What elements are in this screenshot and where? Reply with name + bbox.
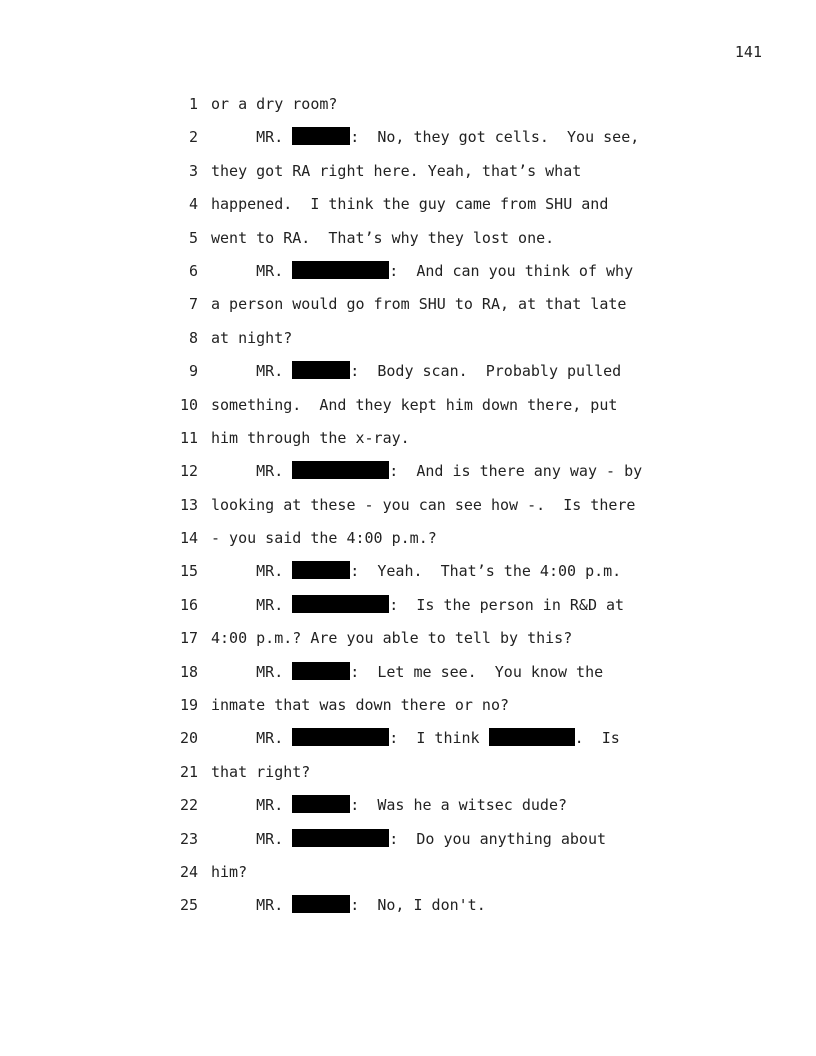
line-number: 5 xyxy=(188,228,198,247)
line-number: 21 xyxy=(179,762,198,781)
text-segment: : Do you anything about xyxy=(389,829,607,848)
transcript-line xyxy=(168,695,688,728)
line-number: 3 xyxy=(188,161,198,180)
line-text xyxy=(211,862,247,882)
line-text xyxy=(211,895,486,915)
text-segment: at night? xyxy=(211,328,293,347)
line-text xyxy=(211,829,606,849)
text-segment: : And is there any way - by xyxy=(389,462,643,481)
line-text xyxy=(211,595,624,615)
transcript-line xyxy=(168,728,688,761)
transcript-line xyxy=(168,428,688,461)
text-segment: : And can you think of why xyxy=(389,261,634,280)
text-segment: MR. xyxy=(211,896,293,915)
line-number: 23 xyxy=(179,829,198,848)
line-number: 12 xyxy=(179,462,198,481)
text-segment: 4:00 p.m.? Are you able to tell by this? xyxy=(211,629,573,648)
line-text xyxy=(211,294,626,314)
text-segment: MR. xyxy=(211,261,293,280)
text-segment: MR. xyxy=(211,595,293,614)
redaction-box xyxy=(292,728,389,746)
line-number: 20 xyxy=(179,729,198,748)
transcript-line xyxy=(168,228,688,261)
transcript-line xyxy=(168,795,688,828)
redaction-box xyxy=(292,261,389,279)
transcript-line xyxy=(168,495,688,528)
redaction-box xyxy=(292,795,350,813)
transcript-line xyxy=(168,261,688,294)
text-segment: . Is xyxy=(574,729,620,748)
redaction-box xyxy=(292,561,350,579)
line-number: 25 xyxy=(179,896,198,915)
line-text xyxy=(211,395,617,415)
line-number: 11 xyxy=(179,428,198,447)
line-text xyxy=(211,328,292,348)
line-text xyxy=(211,228,554,248)
transcript-line xyxy=(168,561,688,594)
line-number: 1 xyxy=(188,95,198,113)
text-segment: MR. xyxy=(211,362,293,381)
text-segment: : Let me see. You know the xyxy=(350,662,604,681)
line-text xyxy=(211,361,621,381)
transcript-line xyxy=(168,862,688,895)
transcript-line xyxy=(168,294,688,327)
text-segment: him? xyxy=(211,862,248,881)
redaction-box xyxy=(292,662,350,680)
line-text xyxy=(211,728,620,748)
transcript-line xyxy=(168,628,688,661)
text-segment: MR. xyxy=(211,829,293,848)
transcript-line xyxy=(168,528,688,561)
text-segment: or a dry room? xyxy=(211,95,338,113)
line-number: 15 xyxy=(179,562,198,581)
text-segment: that right? xyxy=(211,762,311,781)
line-text xyxy=(211,261,633,281)
line-text xyxy=(211,127,639,147)
line-number: 10 xyxy=(179,395,198,414)
text-segment: : Is the person in R&D at xyxy=(389,595,625,614)
text-segment: MR. xyxy=(211,562,293,581)
line-number: 24 xyxy=(179,862,198,881)
redaction-box xyxy=(292,895,350,913)
redaction-box xyxy=(292,361,350,379)
text-segment: : I think xyxy=(389,729,489,748)
text-segment: - you said the 4:00 p.m.? xyxy=(211,529,437,548)
redaction-box xyxy=(489,728,575,746)
text-segment: : Body scan. Probably pulled xyxy=(350,362,622,381)
line-number: 4 xyxy=(188,195,198,214)
redaction-box xyxy=(292,461,389,479)
text-segment: went to RA. That’s why they lost one. xyxy=(211,228,555,247)
text-segment: inmate that was down there or no? xyxy=(211,696,510,715)
line-number: 7 xyxy=(188,295,198,314)
text-segment: looking at these - you can see how -. Is there xyxy=(211,495,636,514)
text-segment: : No, I don't. xyxy=(350,896,486,915)
line-number: 6 xyxy=(188,261,198,280)
line-number: 19 xyxy=(179,696,198,715)
transcript-line xyxy=(168,194,688,227)
line-text xyxy=(211,495,635,515)
text-segment: MR. xyxy=(211,662,293,681)
line-number: 8 xyxy=(188,328,198,347)
line-text xyxy=(211,795,567,815)
line-number: 16 xyxy=(179,595,198,614)
text-segment: they got RA right here. Yeah, that’s what xyxy=(211,161,582,180)
page-number: 141 xyxy=(734,43,762,61)
text-segment: MR. xyxy=(211,796,293,815)
line-text xyxy=(211,695,509,715)
line-text xyxy=(211,194,608,214)
redaction-box xyxy=(292,829,389,847)
redaction-box xyxy=(292,127,350,145)
line-number: 17 xyxy=(179,629,198,648)
line-number: 22 xyxy=(179,796,198,815)
text-segment: a person would go from SHU to RA, at that late xyxy=(211,295,627,314)
transcript-line xyxy=(168,595,688,628)
transcript-line xyxy=(168,662,688,695)
text-segment: happened. I think the guy came from SHU and xyxy=(211,195,609,214)
line-number: 14 xyxy=(179,529,198,548)
transcript-line xyxy=(168,361,688,394)
text-segment: him through the x-ray. xyxy=(211,428,410,447)
line-text xyxy=(211,161,581,181)
text-segment: MR. xyxy=(211,729,293,748)
line-text xyxy=(211,662,603,682)
transcript-line xyxy=(168,829,688,862)
text-segment: : No, they got cells. You see, xyxy=(350,128,640,147)
line-text xyxy=(211,528,437,548)
line-text xyxy=(211,428,410,448)
transcript-line xyxy=(168,461,688,494)
text-segment: MR. xyxy=(211,462,293,481)
line-text xyxy=(211,561,621,581)
transcript-line xyxy=(168,328,688,361)
transcript-line xyxy=(168,762,688,795)
text-segment: MR. xyxy=(211,128,293,147)
line-number: 13 xyxy=(179,495,198,514)
text-segment: : Was he a witsec dude? xyxy=(350,796,568,815)
text-segment: : Yeah. That’s the 4:00 p.m. xyxy=(350,562,622,581)
redaction-box xyxy=(292,595,389,613)
text-segment: something. And they kept him down there, put xyxy=(211,395,618,414)
line-number: 9 xyxy=(188,362,198,381)
line-text xyxy=(211,762,310,782)
line-text xyxy=(211,461,642,481)
line-text xyxy=(211,628,572,648)
transcript-line xyxy=(168,127,688,160)
transcript-line xyxy=(168,395,688,428)
transcript-line xyxy=(168,895,688,928)
line-text xyxy=(211,94,337,114)
line-number: 18 xyxy=(179,662,198,681)
transcript-line xyxy=(168,94,688,127)
line-number: 2 xyxy=(188,128,198,147)
transcript-body xyxy=(168,94,688,929)
transcript-line xyxy=(168,161,688,194)
